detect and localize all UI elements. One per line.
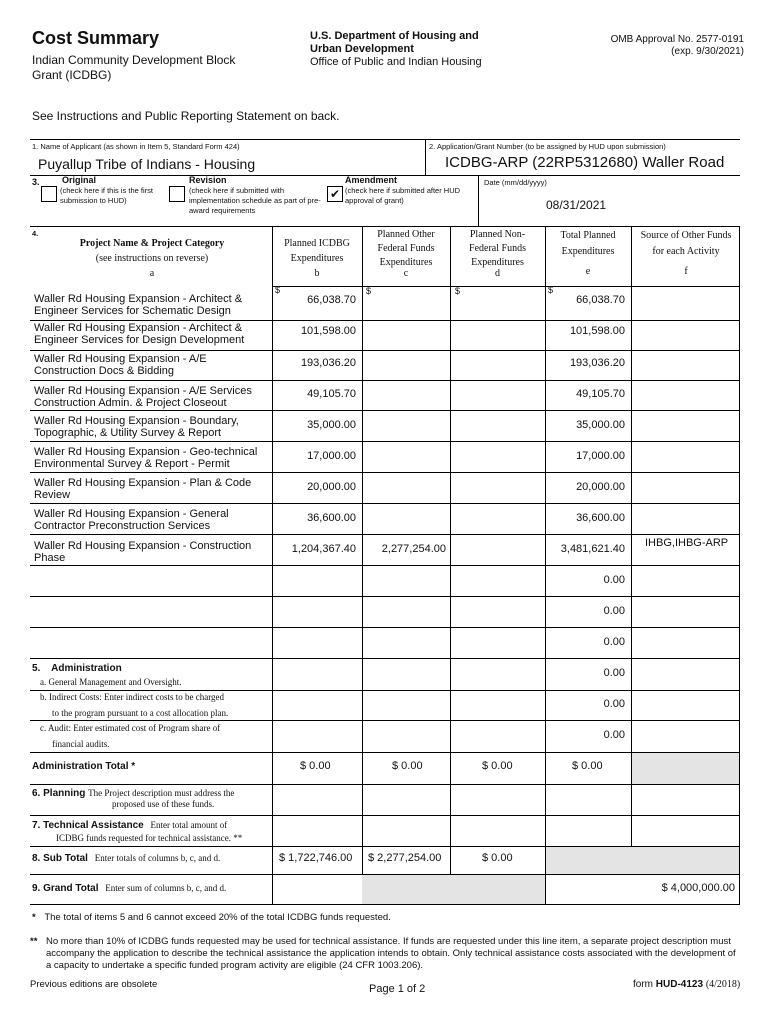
admin-line-b1: b. Indirect Costs: Enter indirect costs to be charged	[40, 692, 225, 702]
project-name-cell[interactable]: Waller Rd Housing Expansion - Construction Phase	[34, 540, 252, 564]
form-id: HUD-4123	[655, 979, 704, 990]
row-divider	[30, 503, 740, 504]
subtotal-d[interactable]: $ 0.00	[482, 852, 513, 864]
date-field[interactable]: 08/31/2021	[546, 198, 607, 212]
dollar-sign: $	[548, 285, 554, 295]
row-divider	[30, 350, 740, 351]
omb-approval	[611, 34, 744, 58]
grand-total-row	[32, 883, 226, 894]
icdbg-cell[interactable]: 36,600.00	[307, 512, 356, 524]
applicant-label-note: (as shown in Item 5, Standard Form 424)	[103, 142, 240, 151]
column-header-e	[545, 228, 631, 280]
item-number: 3.	[32, 177, 40, 187]
administration-heading	[32, 663, 122, 674]
total-cell[interactable]: 193,036.20	[569, 357, 625, 369]
row-divider	[30, 472, 740, 473]
row-divider	[30, 410, 740, 411]
header-f-letter: f	[684, 266, 688, 277]
total-cell[interactable]: 0.00	[603, 574, 625, 586]
column-header-d	[450, 228, 545, 278]
date-label: Date (mm/dd/yyyy)	[484, 178, 547, 187]
header-c-line: Planned Other	[377, 229, 435, 240]
project-name-cell[interactable]: Waller Rd Housing Expansion - A/E Construction Docs & Bidding	[34, 353, 207, 377]
divider	[30, 139, 740, 140]
header-e-line: Expenditures	[561, 246, 615, 257]
dollar-sign: $	[366, 286, 372, 296]
planning-label: 6. Planning	[32, 788, 86, 799]
subtotal-desc: Enter totals of columns b, c, and d.	[94, 853, 221, 863]
icdbg-cell[interactable]: 17,000.00	[307, 450, 356, 462]
item-number: 5.	[32, 663, 41, 674]
row-divider	[30, 846, 740, 847]
admin-line-c1: c. Audit: Enter estimated cost of Program share of	[40, 723, 221, 733]
grant-number-label	[429, 142, 666, 151]
project-name-cell[interactable]: Waller Rd Housing Expansion - Plan & Code Review	[34, 477, 252, 501]
revision-checkbox[interactable]	[169, 186, 185, 202]
row-divider	[30, 441, 740, 442]
technical-assistance-row	[32, 819, 272, 844]
header-b-line: Planned ICDBG	[284, 238, 350, 249]
grant-number-field[interactable]: ICDBG-ARP (22RP5312680) Waller Road	[445, 154, 725, 171]
admin-b-total[interactable]: 0.00	[603, 698, 625, 710]
admin-line-c2: financial audits.	[52, 739, 110, 749]
original-label: Original	[62, 175, 97, 185]
header-d-line: Expenditures	[471, 257, 524, 268]
total-cell[interactable]: 20,000.00	[576, 481, 625, 493]
divider	[478, 175, 479, 227]
row-divider	[30, 596, 740, 597]
column-header-f	[631, 228, 741, 280]
column-header-b	[272, 236, 362, 281]
icdbg-cell[interactable]: 35,000.00	[307, 419, 356, 431]
header-d-line: Federal Funds	[469, 243, 526, 254]
header-d-line: Planned Non-	[469, 229, 526, 240]
form-date: (4/2018)	[705, 979, 741, 990]
column-divider	[631, 226, 632, 846]
subtotal-b[interactable]: $ 1,722,746.00	[279, 852, 353, 864]
grand-total-label: 9. Grand Total	[32, 883, 99, 894]
planning-desc: proposed use of these funds.	[112, 799, 215, 809]
header-b-letter: b	[314, 268, 320, 279]
office-name: Office of Public and Indian Housing	[310, 56, 482, 68]
omb-number: OMB Approval No. 2577-0191	[610, 34, 744, 45]
footnote-mark: **	[30, 936, 38, 947]
grand-total-desc: Enter sum of columns b, c, and d.	[105, 883, 227, 893]
original-checkbox[interactable]	[41, 186, 57, 202]
footnote-technical-assistance	[30, 936, 740, 972]
form-number	[633, 979, 740, 990]
header-e-letter: e	[585, 266, 591, 277]
form-subtitle: Indian Community Development Block Grant (ICDBG)	[32, 53, 236, 82]
admin-total-c[interactable]: $ 0.00	[392, 760, 423, 772]
row-divider	[30, 534, 740, 535]
column-divider	[450, 226, 451, 874]
total-cell[interactable]: 101,598.00	[569, 325, 625, 337]
footnote-text: The total of items 5 and 6 cannot exceed 20% of the total ICDBG funds requested.	[44, 912, 391, 923]
item-number: 2.	[429, 142, 436, 151]
footnote-text: No more than 10% of ICDBG funds requested may be used for technical assistance. If funds are requested under this line item, a separate project description must accompany the application to describe the technical assistance the application intends to obtain. Only technical assistance costs associated with the development of a capacity to undertake a specific funded program activity are eligible (24 CFR 1003.206).	[46, 936, 736, 971]
amendment-label: Amendment	[345, 175, 398, 185]
total-cell[interactable]: 0.00	[603, 605, 625, 617]
icdbg-cell[interactable]: 20,000.00	[307, 481, 356, 493]
total-cell[interactable]: 17,000.00	[576, 450, 625, 462]
total-cell[interactable]: 49,105.70	[576, 388, 625, 400]
header-c-line: Expenditures	[379, 257, 433, 268]
item-number: 4.	[32, 229, 39, 238]
original-note: (check here if this is the first submission to HUD)	[60, 186, 153, 205]
grand-total-value[interactable]: $ 4,000,000.00	[661, 882, 735, 894]
subtotal-c[interactable]: $ 2,277,254.00	[368, 852, 442, 864]
other-federal-cell[interactable]: 2,277,254.00	[381, 543, 446, 555]
dollar-sign: $	[275, 285, 281, 295]
header-c-line: Federal Funds	[377, 243, 435, 254]
project-name-cell[interactable]: Waller Rd Housing Expansion - Architect & Engineer Services for Design Development	[34, 322, 245, 346]
project-name-cell[interactable]: Waller Rd Housing Expansion - Boundary, Topographic, & Utility Survey & Report	[34, 415, 239, 439]
header-a-letter: a	[149, 268, 155, 279]
shaded-cell	[631, 752, 740, 784]
page-number: Page 1 of 2	[369, 983, 426, 995]
total-cell[interactable]: 36,600.00	[576, 512, 625, 524]
table-top-border	[30, 226, 740, 227]
applicant-name-field[interactable]: Puyallup Tribe of Indians - Housing	[38, 156, 256, 172]
technical-assistance-label: 7. Technical Assistance	[32, 820, 144, 831]
icdbg-cell[interactable]: 1,204,367.40	[291, 543, 356, 555]
applicant-label-text: Name of Applicant	[40, 142, 102, 151]
header-c-letter: c	[403, 268, 409, 279]
header-f-line: for each Activity	[652, 246, 720, 257]
header-a-title: Project Name & Project Category	[79, 238, 225, 249]
row-divider	[30, 815, 740, 816]
omb-expiration: (exp. 9/30/2021)	[671, 46, 744, 57]
form-prefix: form	[633, 979, 653, 990]
subtotal-row	[32, 853, 220, 864]
header-f-line: Source of Other Funds	[640, 230, 732, 241]
project-name-cell[interactable]: Waller Rd Housing Expansion - Geo-technical Environmental Survey & Report - Permit	[34, 446, 258, 470]
icdbg-cell[interactable]: 66,038.70	[307, 294, 356, 306]
admin-a-total[interactable]: 0.00	[603, 667, 625, 679]
row-divider	[30, 320, 740, 321]
row-divider	[30, 380, 740, 381]
admin-total-b[interactable]: $ 0.00	[300, 760, 331, 772]
row-divider	[30, 874, 740, 875]
technical-assistance-desc: ICDBG funds requested for technical assistance. **	[56, 833, 243, 843]
revision-label: Revision	[189, 175, 227, 185]
form-title: Cost Summary	[32, 28, 160, 48]
row-divider	[30, 752, 740, 753]
header-b-line: Expenditures	[290, 253, 344, 264]
admin-line-a: a. General Management and Oversight.	[40, 677, 182, 687]
technical-assistance-desc: Enter total amount of	[150, 820, 228, 830]
dollar-sign: $	[455, 286, 461, 296]
admin-total-d[interactable]: $ 0.00	[482, 760, 513, 772]
planning-row	[32, 788, 272, 810]
instructions-note: See Instructions and Public Reporting Statement on back.	[32, 109, 340, 123]
admin-c-total[interactable]: 0.00	[603, 729, 625, 741]
icdbg-cell[interactable]: 49,105.70	[307, 388, 356, 400]
amendment-note: (check here if submitted after HUD approval of grant)	[345, 186, 461, 205]
revision-note: (check here if submitted with implementation schedule as part of pre-award requirements	[189, 186, 321, 215]
row-divider	[30, 690, 740, 691]
total-cell[interactable]: 0.00	[603, 636, 625, 648]
table-bottom-border	[30, 904, 740, 905]
subtotal-label: 8. Sub Total	[32, 853, 88, 864]
row-divider	[30, 720, 740, 721]
column-header-c	[362, 228, 450, 278]
footnote-mark: *	[32, 912, 36, 923]
applicant-label	[32, 142, 240, 151]
grant-label-text: Application/Grant Number (to be assigned by HUD upon submission)	[436, 142, 666, 151]
project-name-cell[interactable]: Waller Rd Housing Expansion - General Contractor Preconstruction Services	[34, 508, 229, 532]
divider	[425, 139, 426, 175]
agency-name: U.S. Department of Housing and Urban Development	[310, 30, 479, 55]
admin-line-b2: to the program pursuant to a cost allocation plan.	[52, 708, 229, 718]
footnote-admin-limit	[32, 912, 391, 923]
row-divider	[30, 658, 740, 659]
admin-total-label: Administration Total *	[32, 761, 136, 772]
icdbg-cell[interactable]: 101,598.00	[300, 325, 356, 337]
total-cell[interactable]: 66,038.70	[576, 294, 625, 306]
project-name-cell[interactable]: Waller Rd Housing Expansion - Architect & Engineer Services for Schematic Design	[34, 293, 243, 317]
shaded-cell	[545, 846, 740, 874]
total-cell[interactable]: 3,481,621.40	[560, 543, 625, 555]
planning-desc: The Project description must address the	[88, 788, 235, 798]
column-header-a	[40, 236, 264, 281]
row-divider	[30, 565, 740, 566]
header-e-line: Total Planned	[560, 230, 616, 241]
amendment-checkbox[interactable]: ✔	[327, 186, 343, 202]
shaded-cell	[362, 874, 545, 904]
row-divider	[30, 627, 740, 628]
administration-label: Administration	[51, 663, 122, 674]
total-cell[interactable]: 35,000.00	[576, 419, 625, 431]
header-a-note: (see instructions on reverse)	[95, 253, 209, 264]
previous-editions-note: Previous editions are obsolete	[30, 979, 158, 990]
source-of-funds-cell[interactable]: IHBG,IHBG-ARP	[645, 537, 729, 549]
project-name-cell[interactable]: Waller Rd Housing Expansion - A/E Services Construction Admin. & Project Closeout	[34, 385, 252, 409]
header-divider	[272, 286, 740, 287]
row-divider	[30, 784, 740, 785]
header-d-letter: d	[495, 268, 500, 279]
icdbg-cell[interactable]: 193,036.20	[300, 357, 356, 369]
item-number: 1.	[32, 142, 39, 151]
admin-total-e[interactable]: $ 0.00	[572, 760, 603, 772]
